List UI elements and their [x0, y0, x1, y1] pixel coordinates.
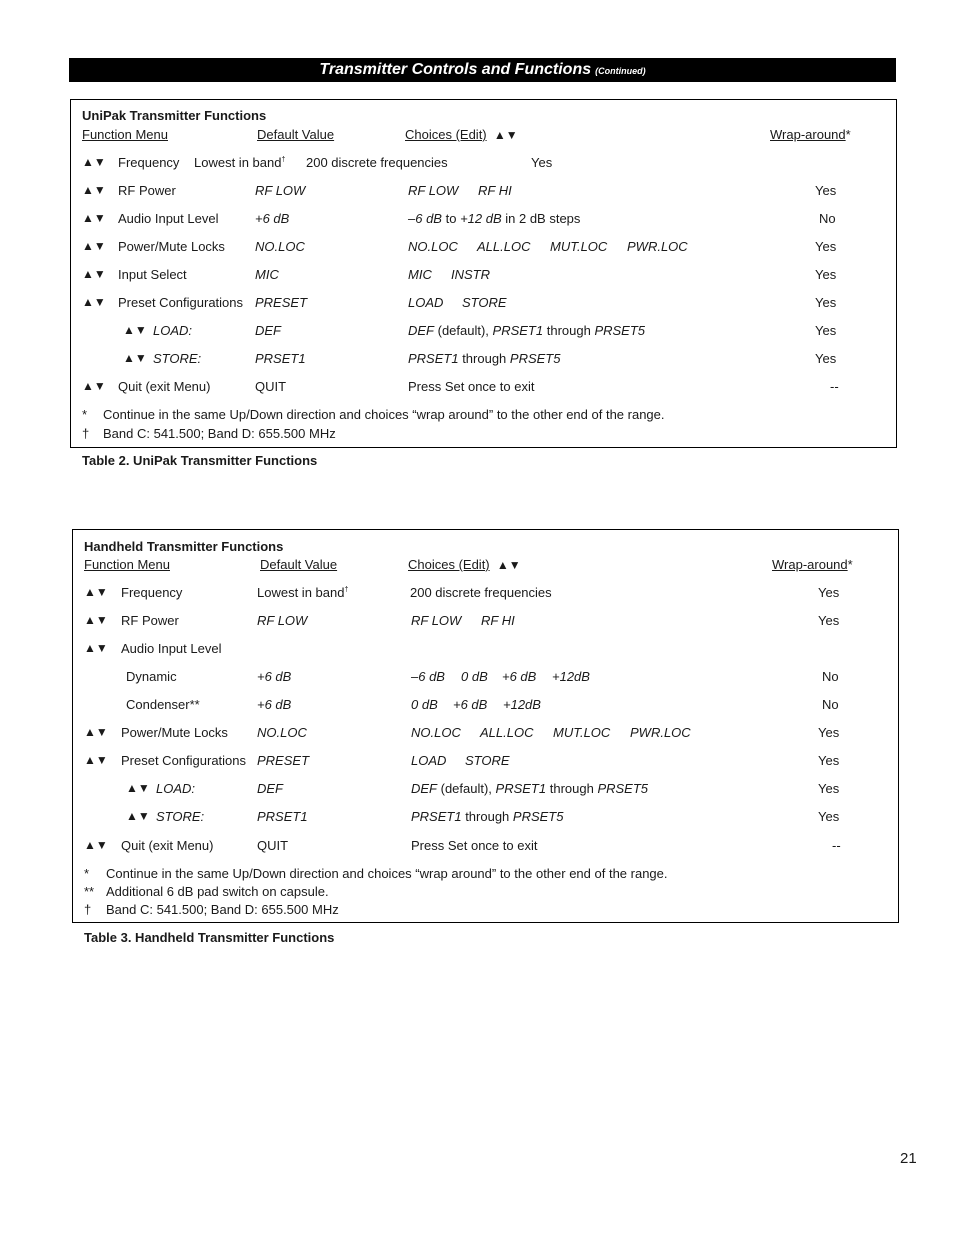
col-default-value: Default Value — [257, 127, 335, 142]
page-number: 21 — [900, 1150, 917, 1167]
wrap-value: Yes — [818, 781, 840, 796]
updown-arrows-icon: ▲▼ — [82, 155, 106, 169]
function-name: LOAD: — [153, 323, 193, 338]
default-value: PRSET1 — [255, 351, 306, 366]
function-name: Quit (exit Menu) — [121, 838, 214, 853]
choice: MUT.LOC — [553, 725, 611, 740]
function-name: Quit (exit Menu) — [118, 379, 211, 394]
updown-arrows-icon: ▲▼ — [493, 128, 518, 142]
updown-arrows-icon: ▲▼ — [82, 295, 106, 309]
default-value: PRESET — [257, 753, 310, 768]
function-name: Dynamic — [126, 669, 177, 684]
footnote-text: Band C: 541.500; Band D: 655.500 MHz — [103, 426, 336, 441]
choice: +12dB — [503, 697, 541, 712]
footnote-text: Band C: 541.500; Band D: 655.500 MHz — [106, 902, 339, 917]
choice: +6 dB — [453, 697, 488, 712]
handheld-heading: Handheld Transmitter Functions — [84, 539, 284, 554]
updown-arrows-icon: ▲▼ — [84, 725, 108, 739]
function-name: RF Power — [121, 613, 179, 628]
updown-arrows-icon: ▲▼ — [123, 351, 147, 365]
updown-arrows-icon: ▲▼ — [126, 781, 150, 795]
function-name: LOAD: — [156, 781, 196, 796]
choice: PWR.LOC — [627, 239, 688, 254]
wrap-value: -- — [832, 838, 841, 853]
unipak-heading: UniPak Transmitter Functions — [82, 108, 267, 123]
footnote — [84, 866, 668, 881]
wrap-value: No — [822, 669, 839, 684]
wrap-value: Yes — [815, 351, 837, 366]
wrap-value: No — [819, 211, 836, 226]
default-value: QUIT — [257, 838, 289, 853]
wrap-value: Yes — [815, 323, 837, 338]
choice: MUT.LOC — [550, 239, 608, 254]
function-name: STORE: — [153, 351, 202, 366]
section-title: Transmitter Controls and Functions — [319, 61, 592, 78]
updown-arrows-icon: ▲▼ — [82, 239, 106, 253]
default-value: PRSET1 — [257, 809, 308, 824]
function-name: Power/Mute Locks — [121, 725, 228, 740]
function-name: Preset Configurations — [121, 753, 247, 768]
choices: 200 discrete frequencies — [306, 155, 448, 170]
choice: ALL.LOC — [480, 725, 534, 740]
table-caption: Table 3. Handheld Transmitter Functions — [84, 930, 335, 945]
default-value: Lowest in band — [194, 155, 282, 170]
default-value: PRESET — [255, 295, 308, 310]
footnote-mark: † — [84, 902, 92, 917]
choice: RF HI — [481, 613, 515, 628]
choice: PRSET1 — [492, 323, 544, 338]
function-name: Power/Mute Locks — [118, 239, 225, 254]
choice: RF LOW — [411, 613, 462, 628]
choice: through — [458, 351, 510, 366]
function-name: Preset Configurations — [118, 295, 244, 310]
default-value: DEF — [257, 781, 283, 796]
updown-arrows-icon: ▲▼ — [84, 753, 108, 767]
choice: PRSET1 — [408, 351, 459, 366]
wrap-value: Yes — [815, 295, 837, 310]
choice: through — [543, 323, 595, 338]
choice: STORE — [465, 753, 510, 768]
col-choices: Choices (Edit) — [408, 557, 490, 572]
function-name: STORE: — [156, 809, 205, 824]
wrap-value: Yes — [818, 753, 840, 768]
choice: MIC — [408, 267, 432, 282]
footnote-mark: * — [82, 407, 88, 422]
default-value: +6 dB — [257, 669, 292, 684]
updown-arrows-icon: ▲▼ — [126, 809, 150, 823]
choice: PWR.LOC — [630, 725, 691, 740]
choice: (default), — [437, 781, 496, 796]
choices: Press Set once to exit — [411, 838, 538, 853]
function-name: Audio Input Level — [118, 211, 219, 226]
dagger-mark: † — [281, 156, 286, 164]
function-name: Condenser** — [126, 697, 200, 712]
function-name: RF Power — [118, 183, 176, 198]
choice: RF HI — [478, 183, 512, 198]
choice: PRSET5 — [594, 323, 646, 338]
default-value: Lowest in band — [257, 585, 345, 600]
choice: STORE — [462, 295, 507, 310]
updown-arrows-icon: ▲▼ — [84, 641, 108, 655]
default-value: NO.LOC — [255, 239, 305, 254]
choice: NO.LOC — [408, 239, 458, 254]
function-name: Frequency — [118, 155, 180, 170]
choice: NO.LOC — [411, 725, 461, 740]
updown-arrows-icon: ▲▼ — [82, 183, 106, 197]
default-value: QUIT — [255, 379, 287, 394]
updown-arrows-icon: ▲▼ — [84, 585, 108, 599]
function-name: Input Select — [118, 267, 187, 282]
function-name: Audio Input Level — [121, 641, 222, 656]
choice: through — [461, 809, 513, 824]
choice: PRSET5 — [512, 809, 564, 824]
choice: in 2 dB steps — [501, 211, 581, 226]
default-value: RF LOW — [257, 613, 308, 628]
default-value: NO.LOC — [257, 725, 307, 740]
choice: 0 dB — [461, 669, 488, 684]
updown-arrows-icon: ▲▼ — [496, 558, 521, 572]
function-name: Frequency — [121, 585, 183, 600]
choice: INSTR — [451, 267, 490, 282]
wrap-value: Yes — [818, 585, 840, 600]
choice: 0 dB — [411, 697, 438, 712]
updown-arrows-icon: ▲▼ — [82, 267, 106, 281]
updown-arrows-icon: ▲▼ — [84, 838, 108, 852]
updown-arrows-icon: ▲▼ — [84, 613, 108, 627]
updown-arrows-icon: ▲▼ — [123, 323, 147, 337]
footnote-mark: ** — [84, 884, 95, 899]
col-choices: Choices (Edit) — [405, 127, 487, 142]
col-wrap-around: Wrap-around — [770, 127, 846, 142]
footnote-mark: † — [82, 426, 90, 441]
col-wrap-around: Wrap-around — [772, 557, 848, 572]
table-caption: Table 2. UniPak Transmitter Functions — [82, 453, 318, 468]
choice: DEF — [408, 323, 434, 338]
choices: Press Set once to exit — [408, 379, 535, 394]
wrap-value: Yes — [818, 725, 840, 740]
updown-arrows-icon: ▲▼ — [82, 211, 106, 225]
continued-label: (Continued) — [595, 66, 646, 76]
choice: to — [441, 211, 461, 226]
default-value: DEF — [255, 323, 281, 338]
choice: –6 dB — [411, 669, 445, 684]
choice: (default), — [434, 323, 493, 338]
default-value: RF LOW — [255, 183, 306, 198]
wrap-value: Yes — [531, 155, 553, 170]
wrap-asterisk: * — [845, 127, 851, 142]
footnote — [82, 426, 336, 441]
choice: +12dB — [552, 669, 590, 684]
choice: PRSET5 — [597, 781, 649, 796]
choice: DEF — [411, 781, 437, 796]
choice: ALL.LOC — [477, 239, 531, 254]
footnote — [84, 902, 339, 917]
wrap-value: No — [822, 697, 839, 712]
section-header — [69, 58, 896, 82]
choice: LOAD — [411, 753, 447, 768]
wrap-value: Yes — [818, 809, 840, 824]
wrap-value: -- — [830, 379, 839, 394]
choice: LOAD — [408, 295, 444, 310]
col-function-menu: Function Menu — [84, 557, 170, 572]
footnote — [82, 407, 665, 422]
footnote-text: Additional 6 dB pad switch on capsule. — [106, 884, 329, 899]
choice: PRSET5 — [509, 351, 561, 366]
choice: PRSET1 — [495, 781, 547, 796]
wrap-value: Yes — [815, 183, 837, 198]
choice: –6 dB — [408, 211, 442, 226]
wrap-value: Yes — [815, 267, 837, 282]
choice: PRSET1 — [411, 809, 462, 824]
col-default-value: Default Value — [260, 557, 338, 572]
choices: 200 discrete frequencies — [410, 585, 552, 600]
col-function-menu: Function Menu — [82, 127, 168, 142]
wrap-asterisk: * — [847, 557, 853, 572]
default-value: +6 dB — [257, 697, 292, 712]
default-value: MIC — [255, 267, 279, 282]
footnote — [84, 884, 329, 899]
choice: RF LOW — [408, 183, 459, 198]
footnote-text: Continue in the same Up/Down direction and choices “wrap around” to the other end of the range. — [106, 866, 668, 881]
wrap-value: Yes — [815, 239, 837, 254]
updown-arrows-icon: ▲▼ — [82, 379, 106, 393]
dagger-mark: † — [344, 586, 349, 594]
footnote-mark: * — [84, 866, 90, 881]
choice: +6 dB — [502, 669, 537, 684]
wrap-value: Yes — [818, 613, 840, 628]
choice: +12 dB — [460, 211, 502, 226]
choice: through — [546, 781, 598, 796]
default-value: +6 dB — [255, 211, 290, 226]
footnote-text: Continue in the same Up/Down direction and choices “wrap around” to the other end of the range. — [103, 407, 665, 422]
